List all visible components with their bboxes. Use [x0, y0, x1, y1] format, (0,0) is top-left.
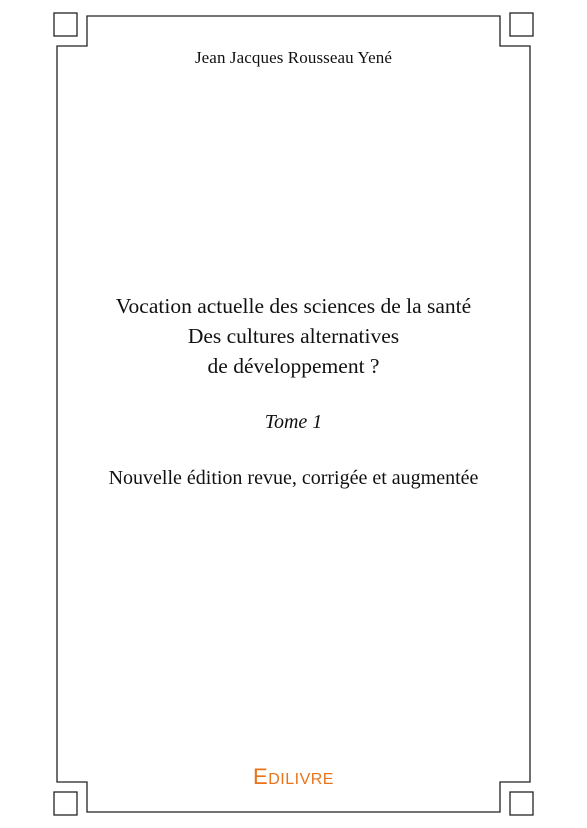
book-title — [0, 291, 587, 381]
corner-square-bottom-left — [54, 792, 77, 815]
volume-label: Tome 1 — [264, 411, 323, 433]
corner-square-top-right — [510, 13, 533, 36]
title-line-1: Vocation actuelle des sciences de la santé — [115, 294, 472, 318]
publisher-logo — [0, 764, 587, 790]
edition-note: Nouvelle édition revue, corrigée et augmentée — [108, 467, 479, 489]
title-line-2: Des cultures alternatives — [187, 324, 400, 348]
title-line-3: de développement ? — [207, 354, 380, 378]
corner-square-top-left — [54, 13, 77, 36]
publisher-name-rest: DILIVRE — [268, 771, 334, 788]
publisher-initial: E — [253, 764, 269, 789]
corner-square-bottom-right — [510, 792, 533, 815]
author-name: Jean Jacques Rousseau Yené — [194, 48, 393, 67]
